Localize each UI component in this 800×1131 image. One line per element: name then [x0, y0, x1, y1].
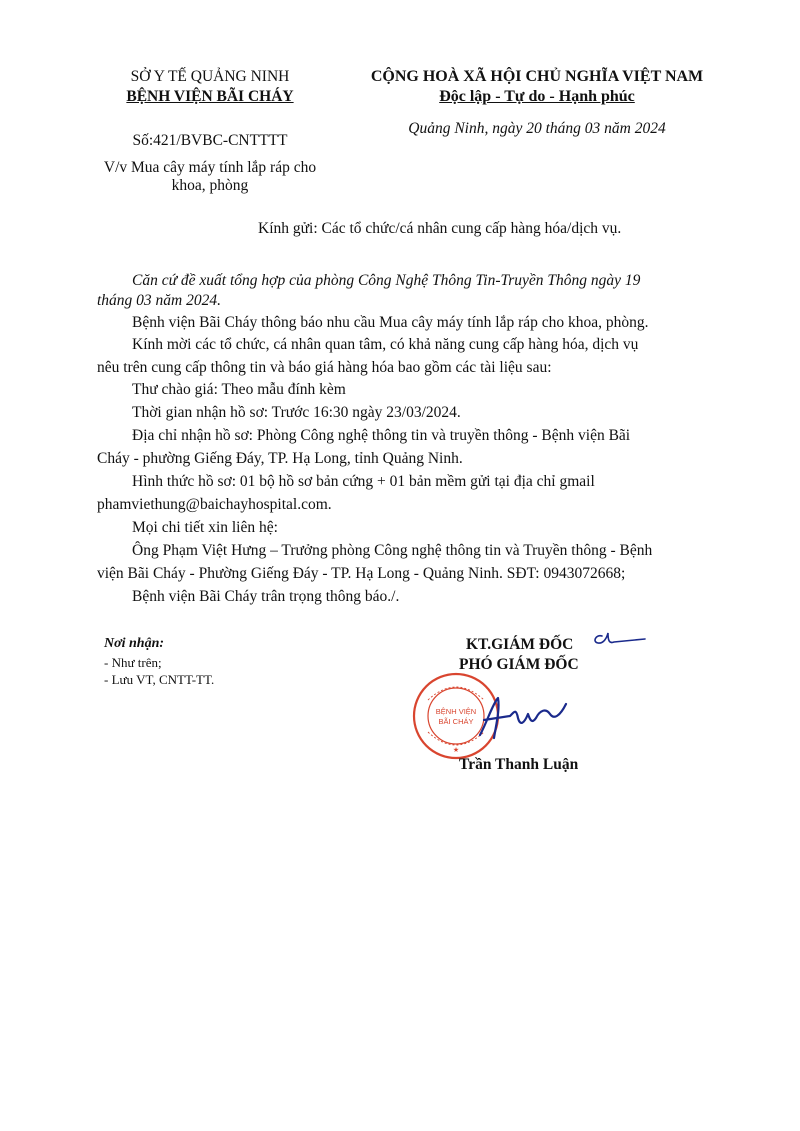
paragraph-closing: Bệnh viện Bãi Cháy trân trọng thông báo./.: [132, 588, 400, 605]
svg-text:BỆNH VIỆN: BỆNH VIỆN: [435, 707, 477, 716]
paragraph-announcement: Bệnh viện Bãi Cháy thông báo nhu cầu Mua cây máy tính lắp ráp cho khoa, phòng.: [132, 314, 649, 331]
agency-parent: SỞ Y TẾ QUẢNG NINH: [130, 68, 290, 85]
agency-name: BỆNH VIỆN BÃI CHÁY: [126, 88, 294, 105]
paragraph-invite-line-2: nêu trên cung cấp thông tin và báo giá hàng hóa bao gồm các tài liệu sau:: [97, 359, 552, 376]
basis-line-2: tháng 03 năm 2024.: [97, 292, 221, 309]
signer-name: Trần Thanh Luận: [459, 756, 579, 773]
recipient-line: Kính gửi: Các tổ chức/cá nhân cung cấp hàng hóa/dịch vụ.: [258, 220, 622, 237]
handwritten-signature-icon: [470, 690, 580, 745]
recipients-item: - Lưu VT, CNTT-TT.: [104, 672, 215, 687]
paragraph-invite-line-1: Kính mời các tổ chức, cá nhân quan tâm, có khả năng cung cấp hàng hóa, dịch vụ: [132, 336, 639, 353]
paragraph-contact-line-2: viện Bãi Cháy - Phường Giếng Đáy - TP. Hạ Long - Quảng Ninh. SĐT: 0943072668;: [97, 565, 626, 582]
svg-text:★: ★: [452, 747, 460, 754]
subject-line-1: V/v Mua cây máy tính lắp ráp cho: [103, 159, 317, 176]
initial-mark-icon: [590, 628, 650, 650]
place-date: Quảng Ninh, ngày 20 tháng 03 năm 2024: [408, 120, 666, 137]
paragraph-contact-intro: Mọi chi tiết xin liên hệ:: [132, 519, 278, 536]
paragraph-contact-line-1: Ông Phạm Việt Hưng – Trưởng phòng Công nghệ thông tin và Truyền thông - Bệnh: [132, 542, 653, 559]
paragraph-deadline: Thời gian nhận hồ sơ: Trước 16:30 ngày 23/03/2024.: [132, 404, 461, 421]
svg-text:BÃI CHÁY: BÃI CHÁY: [438, 717, 474, 726]
paragraph-format-line-1: Hình thức hồ sơ: 01 bộ hồ sơ bản cứng + 01 bản mềm gửi tại địa chỉ gmail: [132, 473, 595, 490]
signature-title-2: PHÓ GIÁM ĐỐC: [459, 656, 579, 673]
signature-title-1: KT.GIÁM ĐỐC: [466, 636, 574, 653]
paragraph-address-line-2: Cháy - phường Giếng Đáy, TP. Hạ Long, tỉnh Quảng Ninh.: [97, 450, 463, 467]
motto: Độc lập - Tự do - Hạnh phúc: [439, 88, 635, 105]
subject-line-2: khoa, phòng: [171, 177, 249, 194]
paragraph-address-line-1: Địa chỉ nhận hồ sơ: Phòng Công nghệ thông tin và truyền thông - Bệnh viện Bãi: [132, 427, 631, 444]
recipients-item: - Như trên;: [104, 655, 162, 670]
recipients-heading: Nơi nhận:: [104, 636, 165, 651]
basis-line-1: Căn cứ đề xuất tổng hợp của phòng Công Nghệ Thông Tin-Truyền Thông ngày 19: [132, 272, 641, 289]
paragraph-quote-form: Thư chào giá: Theo mẫu đính kèm: [132, 381, 346, 398]
document-number: Số:421/BVBC-CNTTTT: [132, 132, 288, 149]
nation-title: CỘNG HOÀ XÃ HỘI CHỦ NGHĨA VIỆT NAM: [370, 68, 704, 85]
paragraph-format-line-2: phamviethung@baichayhospital.com.: [97, 496, 332, 513]
